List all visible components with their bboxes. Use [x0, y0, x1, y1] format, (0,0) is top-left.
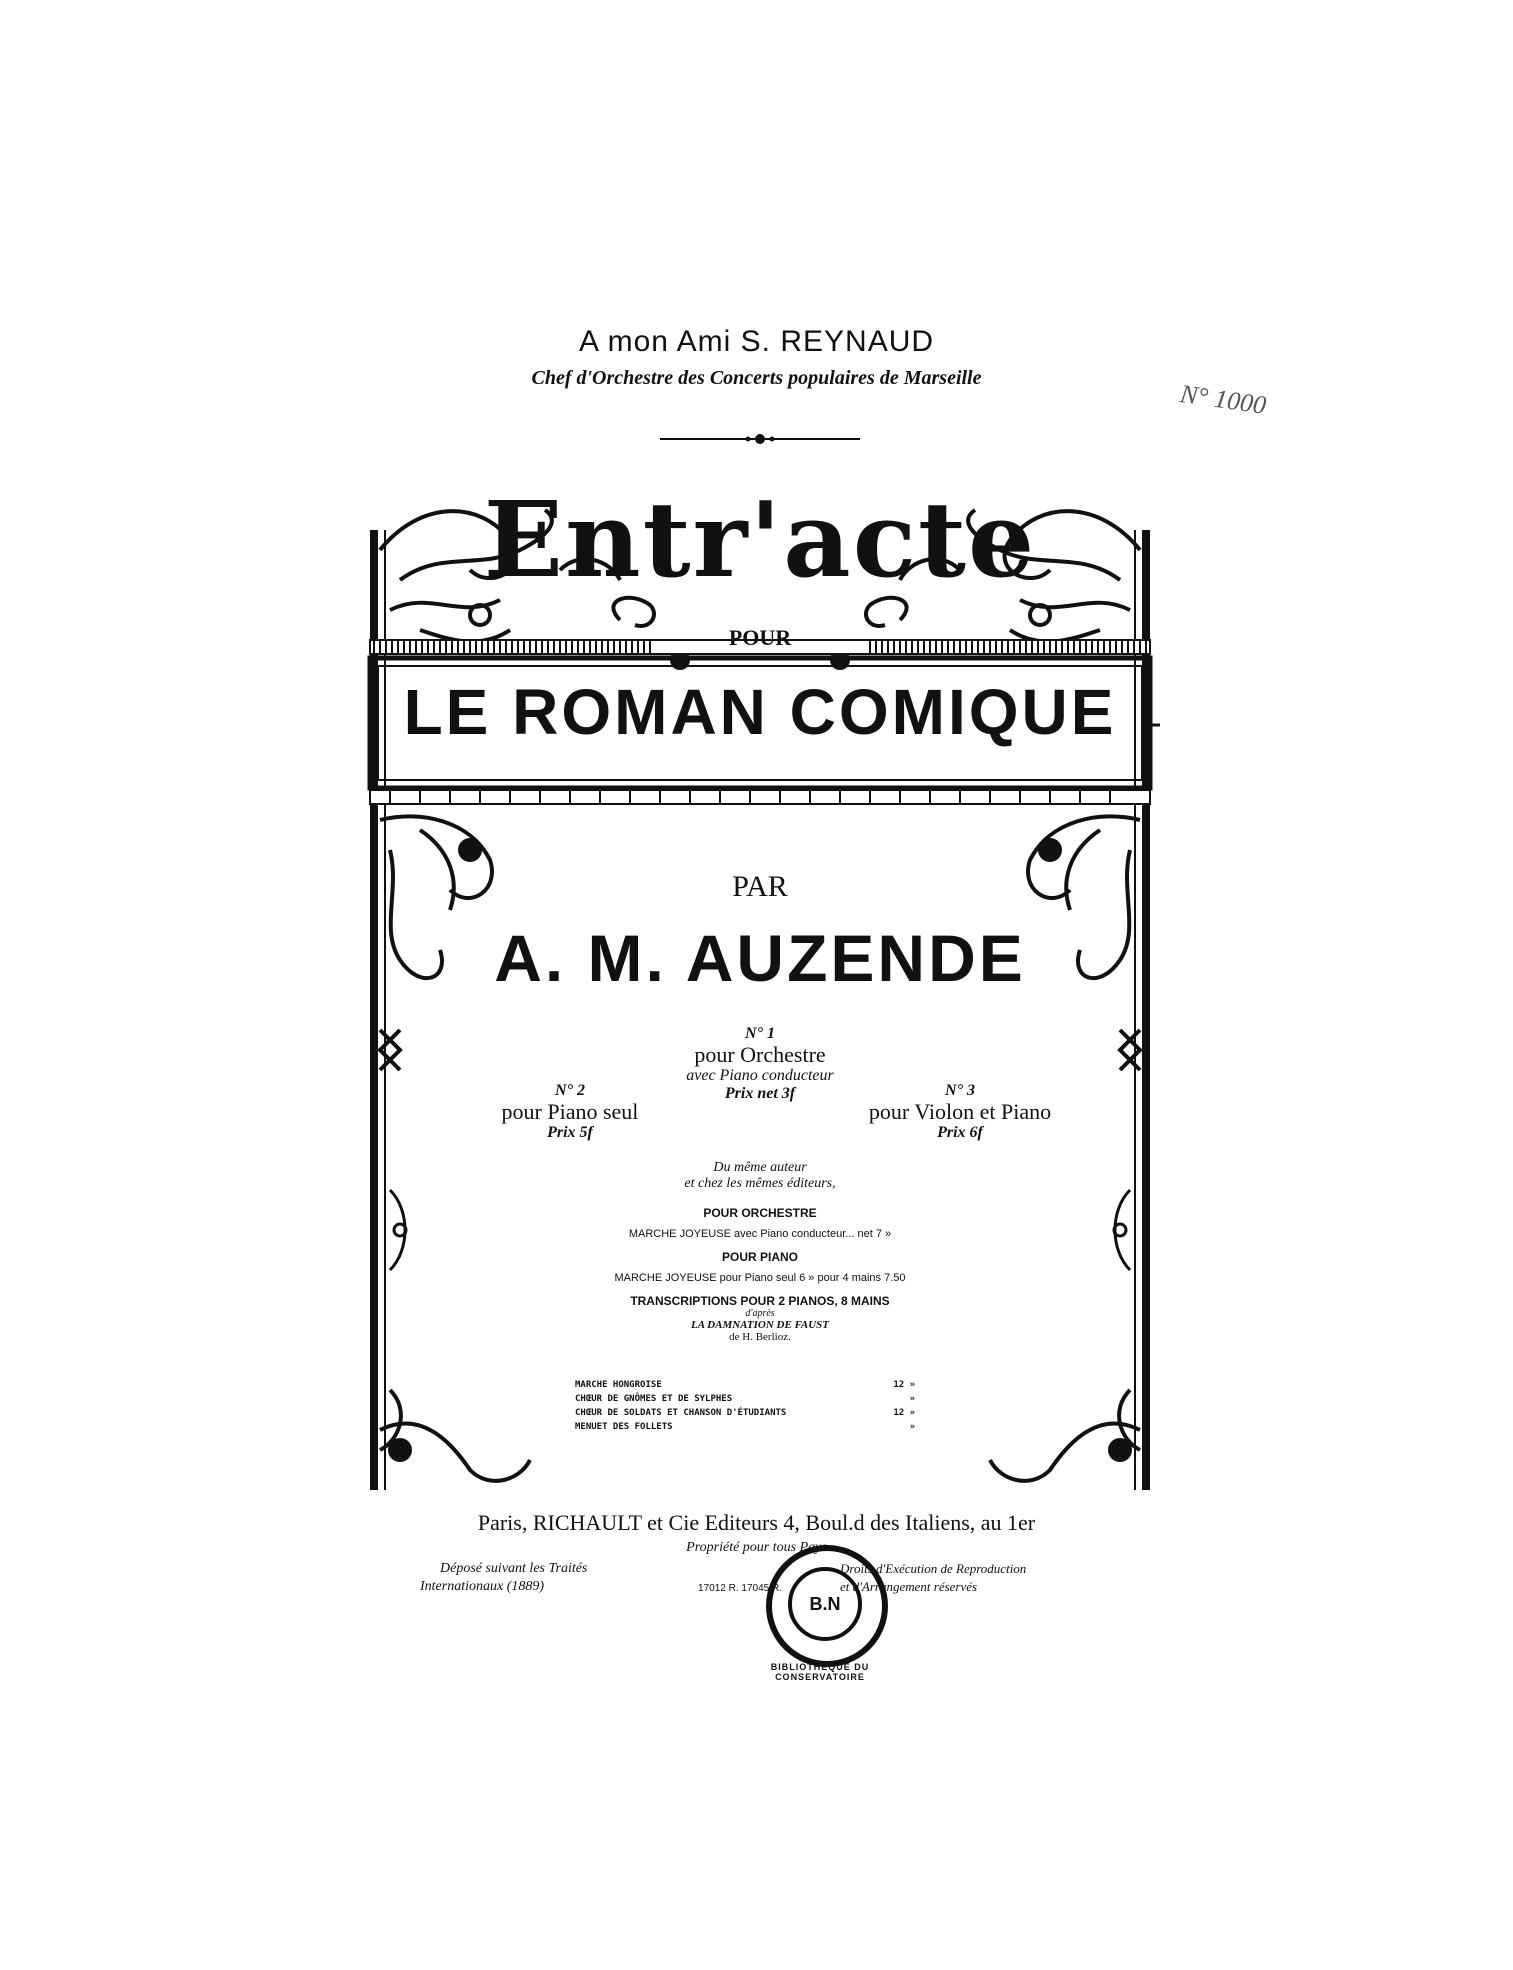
list-item-price: » [909, 1422, 915, 1432]
title-par: PAR [732, 870, 788, 903]
publisher-right1: Droits d'Exécution de Reproduction [840, 1561, 1027, 1576]
dedication [300, 325, 1213, 390]
edition-no3-line1: pour Violon et Piano [868, 1099, 1052, 1124]
list-item [575, 1406, 915, 1420]
title-main: Entr'acte [483, 478, 1037, 601]
list-item-price: 12 » [893, 1380, 915, 1390]
transcriptions-sub2: LA DAMNATION DE FAUST [690, 1319, 830, 1331]
library-stamp [766, 1545, 888, 1667]
same-author-line1: Du même auteur [713, 1160, 807, 1175]
same-author [500, 1160, 1020, 1343]
list-item-price: » [909, 1394, 915, 1404]
stamp-ring-text: BIBLIOTHÈQUE DU CONSERVATOIRE [770, 1662, 870, 1682]
list-item-title: CHŒUR DE SOLDATS ET CHANSON D'ÉTUDIANTS [575, 1408, 787, 1418]
transcriptions-sub1: d'après [745, 1308, 775, 1319]
dedication-line2: Chef d'Orchestre des Concerts populaires de Marseille [531, 367, 982, 389]
title-subtitle: LE ROMAN COMIQUE [403, 676, 1117, 748]
edition-no1-line2: avec Piano conducteur [686, 1067, 834, 1085]
list-item-title: MARCHE HONGROISE [575, 1380, 662, 1390]
plate-number: 17012 R. 17045 R. [698, 1583, 782, 1594]
list-item-title: MENUET DES FOLLETS [575, 1422, 673, 1432]
publisher-right2: et d'Arrangement réservés [840, 1579, 978, 1594]
list-item-price: 12 » [893, 1408, 915, 1418]
works-list [575, 1378, 915, 1434]
publisher [300, 1510, 1213, 1556]
margin-mark: N° 1000 [1178, 379, 1268, 420]
stamp-center: B.N [809, 1593, 841, 1614]
list-item [575, 1392, 915, 1406]
orchestre-heading: POUR ORCHESTRE [703, 1206, 817, 1220]
edition-no2 [440, 1082, 700, 1142]
piano-heading: POUR PIANO [721, 1250, 798, 1264]
edition-no3-num: N° 3 [945, 1082, 975, 1099]
publisher-legal-left [420, 1560, 680, 1596]
transcriptions-sub3: de H. Berlioz. [729, 1331, 791, 1343]
publisher-legal-right [840, 1560, 1160, 1596]
piano-item: MARCHE JOYEUSE pour Piano seul 6 » pour 4 mains 7.50 [614, 1272, 906, 1284]
orchestre-item: MARCHE JOYEUSE avec Piano conducteur... net 7 » [628, 1228, 892, 1240]
publisher-line1: Paris, RICHAULT et Cie Editeurs 4, Boul.d des Italiens, au 1er [477, 1510, 1036, 1535]
stamp-inner [788, 1567, 862, 1641]
edition-no1-price: Prix net 3f [724, 1085, 796, 1103]
dedication-line1: A mon Ami S. REYNAUD [578, 325, 935, 358]
edition-no2-num: N° 2 [555, 1082, 585, 1099]
list-item [575, 1420, 915, 1434]
divider-ornament [660, 432, 860, 446]
same-author-line2: et chez les mêmes éditeurs, [684, 1176, 836, 1191]
edition-no2-price: Prix 5f [547, 1124, 593, 1142]
publisher-left1: Déposé suivant les Traités [440, 1561, 588, 1576]
edition-no3-price: Prix 6f [937, 1124, 983, 1142]
publisher-line2: Propriété pour tous Pays [686, 1540, 827, 1555]
title-pour: POUR [728, 625, 792, 650]
list-item-title: CHŒUR DE GNÔMES ET DE SYLPHES [575, 1394, 733, 1404]
edition-no2-line1: pour Piano seul [501, 1099, 639, 1124]
publisher-left2: Internationaux (1889) [420, 1579, 545, 1594]
transcriptions-heading: TRANSCRIPTIONS POUR 2 PIANOS, 8 MAINS [630, 1294, 890, 1308]
edition-no1-num: N° 1 [745, 1025, 775, 1042]
edition-no3 [820, 1082, 1100, 1142]
edition-no1-line1: pour Orchestre [694, 1042, 826, 1067]
composer: A. M. AUZENDE [494, 921, 1026, 995]
list-item [575, 1378, 915, 1392]
